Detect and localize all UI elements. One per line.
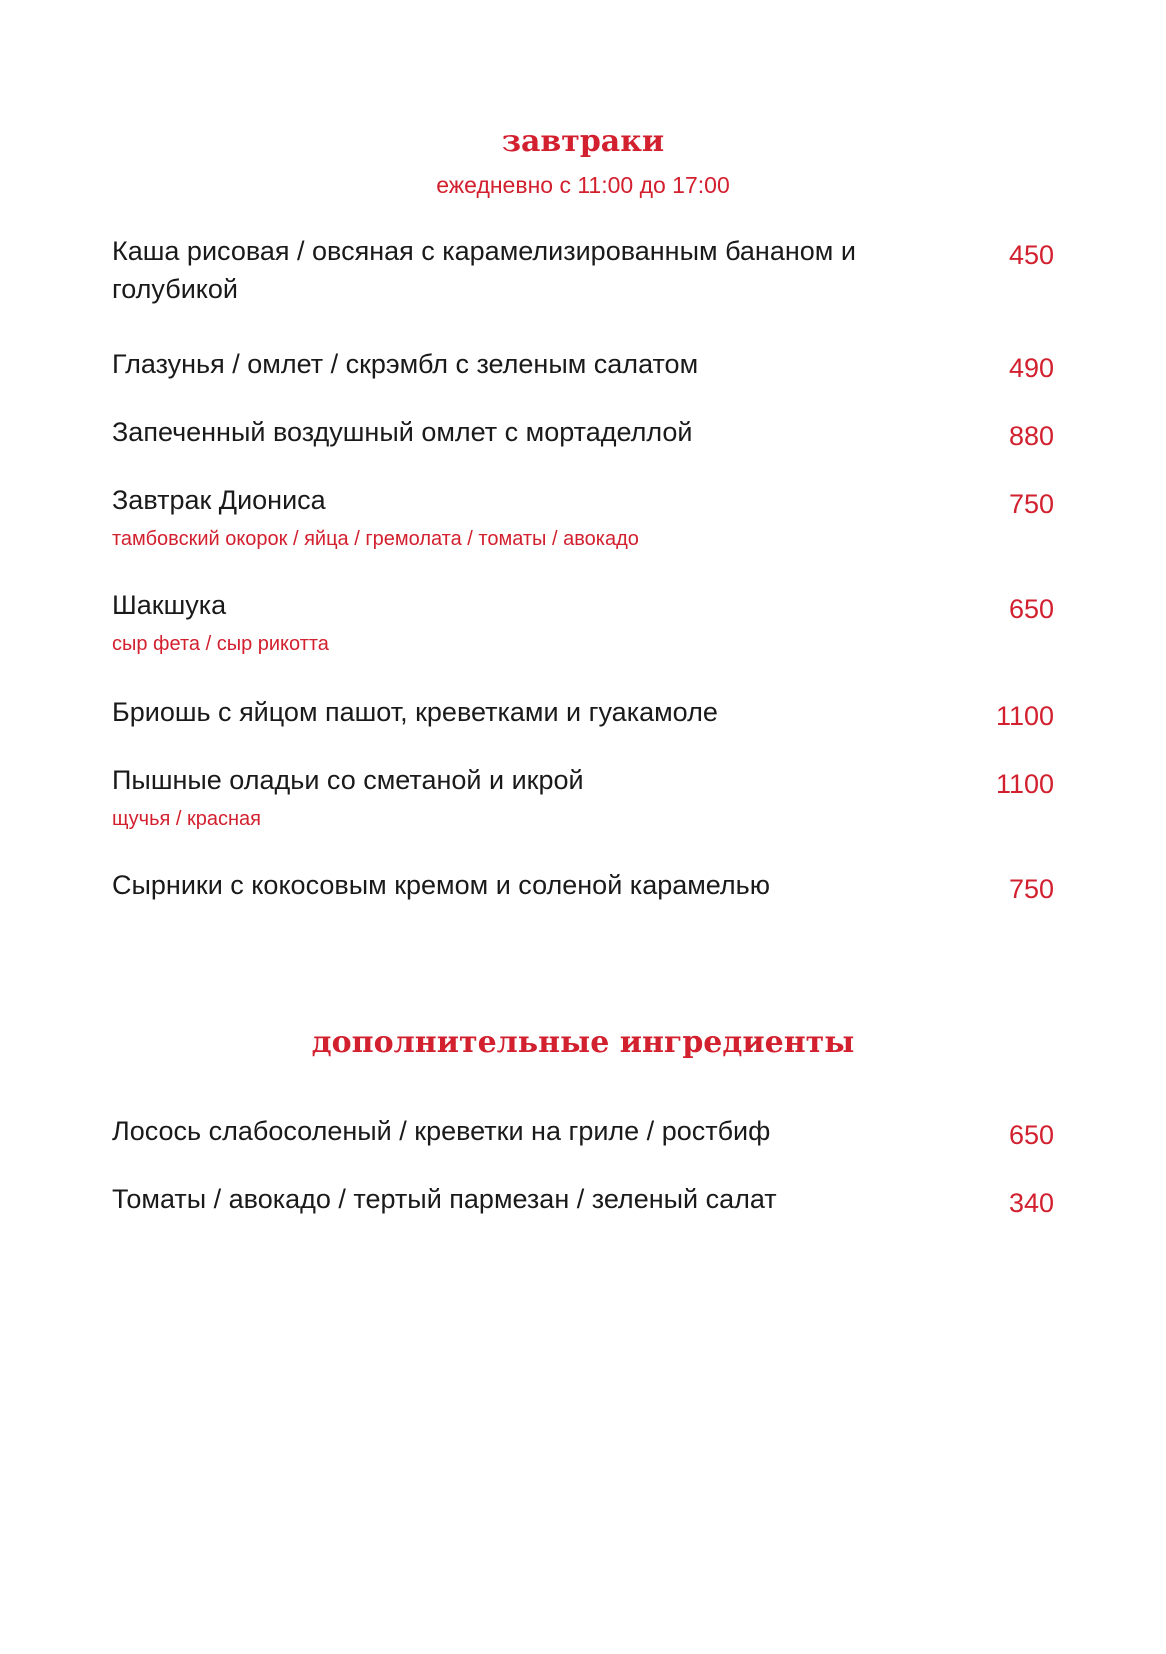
breakfast-title: завтраки	[501, 124, 665, 159]
item-name: Запеченный воздушный омлет с мортаделлой	[112, 417, 693, 447]
item-name: Бриошь с яйцом пашот, креветками и гуакамоле	[112, 697, 718, 727]
menu-item-vegetables	[112, 1180, 1054, 1218]
item-description: тамбовский окорок / яйца / гремолата / томаты / авокадо	[112, 528, 639, 550]
item-name: Лосось слабосоленый / креветки на гриле / ростбиф	[112, 1116, 771, 1146]
item-name: Пышные оладьи со сметаной и икрой	[112, 765, 584, 795]
item-price: 650	[1008, 1120, 1054, 1150]
item-name: Шакшука	[112, 590, 227, 620]
item-description: щучья / красная	[112, 808, 262, 830]
breakfast-hours: ежедневно с 11:00 до 17:00	[436, 172, 730, 198]
item-name: Глазунья / омлет / скрэмбл с зеленым салатом	[112, 349, 699, 379]
menu-item-dionysus-breakfast	[112, 481, 1054, 553]
item-price: 450	[1008, 240, 1054, 270]
item-price: 490	[1008, 353, 1054, 383]
menu-item-rice-porridge	[112, 232, 1054, 308]
item-price: 340	[1008, 1188, 1054, 1218]
menu-item-syrniki	[112, 866, 1054, 904]
menu-item-pancakes	[112, 761, 1054, 833]
menu-item-brioche	[112, 693, 1054, 731]
menu-item-proteins	[112, 1112, 1054, 1150]
item-price: 650	[1008, 594, 1054, 624]
item-name: Томаты / авокадо / тертый пармезан / зеленый салат	[112, 1184, 777, 1214]
item-name: Сырники с кокосовым кремом и соленой карамелью	[112, 870, 770, 900]
item-name: Завтрак Диониса	[112, 485, 326, 515]
item-price: 880	[1008, 421, 1054, 451]
menu-item-shakshuka	[112, 586, 1054, 658]
menu-item-baked-omelet	[112, 413, 1054, 451]
item-description: сыр фета / сыр рикотта	[112, 633, 329, 655]
item-price: 750	[1008, 489, 1054, 519]
item-name: Каша рисовая / овсяная с карамелизированным бананом и голубикой	[112, 236, 856, 304]
item-price: 750	[1008, 874, 1054, 904]
menu-item-eggs	[112, 345, 1054, 383]
item-price: 1100	[995, 701, 1054, 731]
item-price: 1100	[995, 769, 1054, 799]
extras-title: дополнительные ингредиенты	[311, 1025, 855, 1060]
